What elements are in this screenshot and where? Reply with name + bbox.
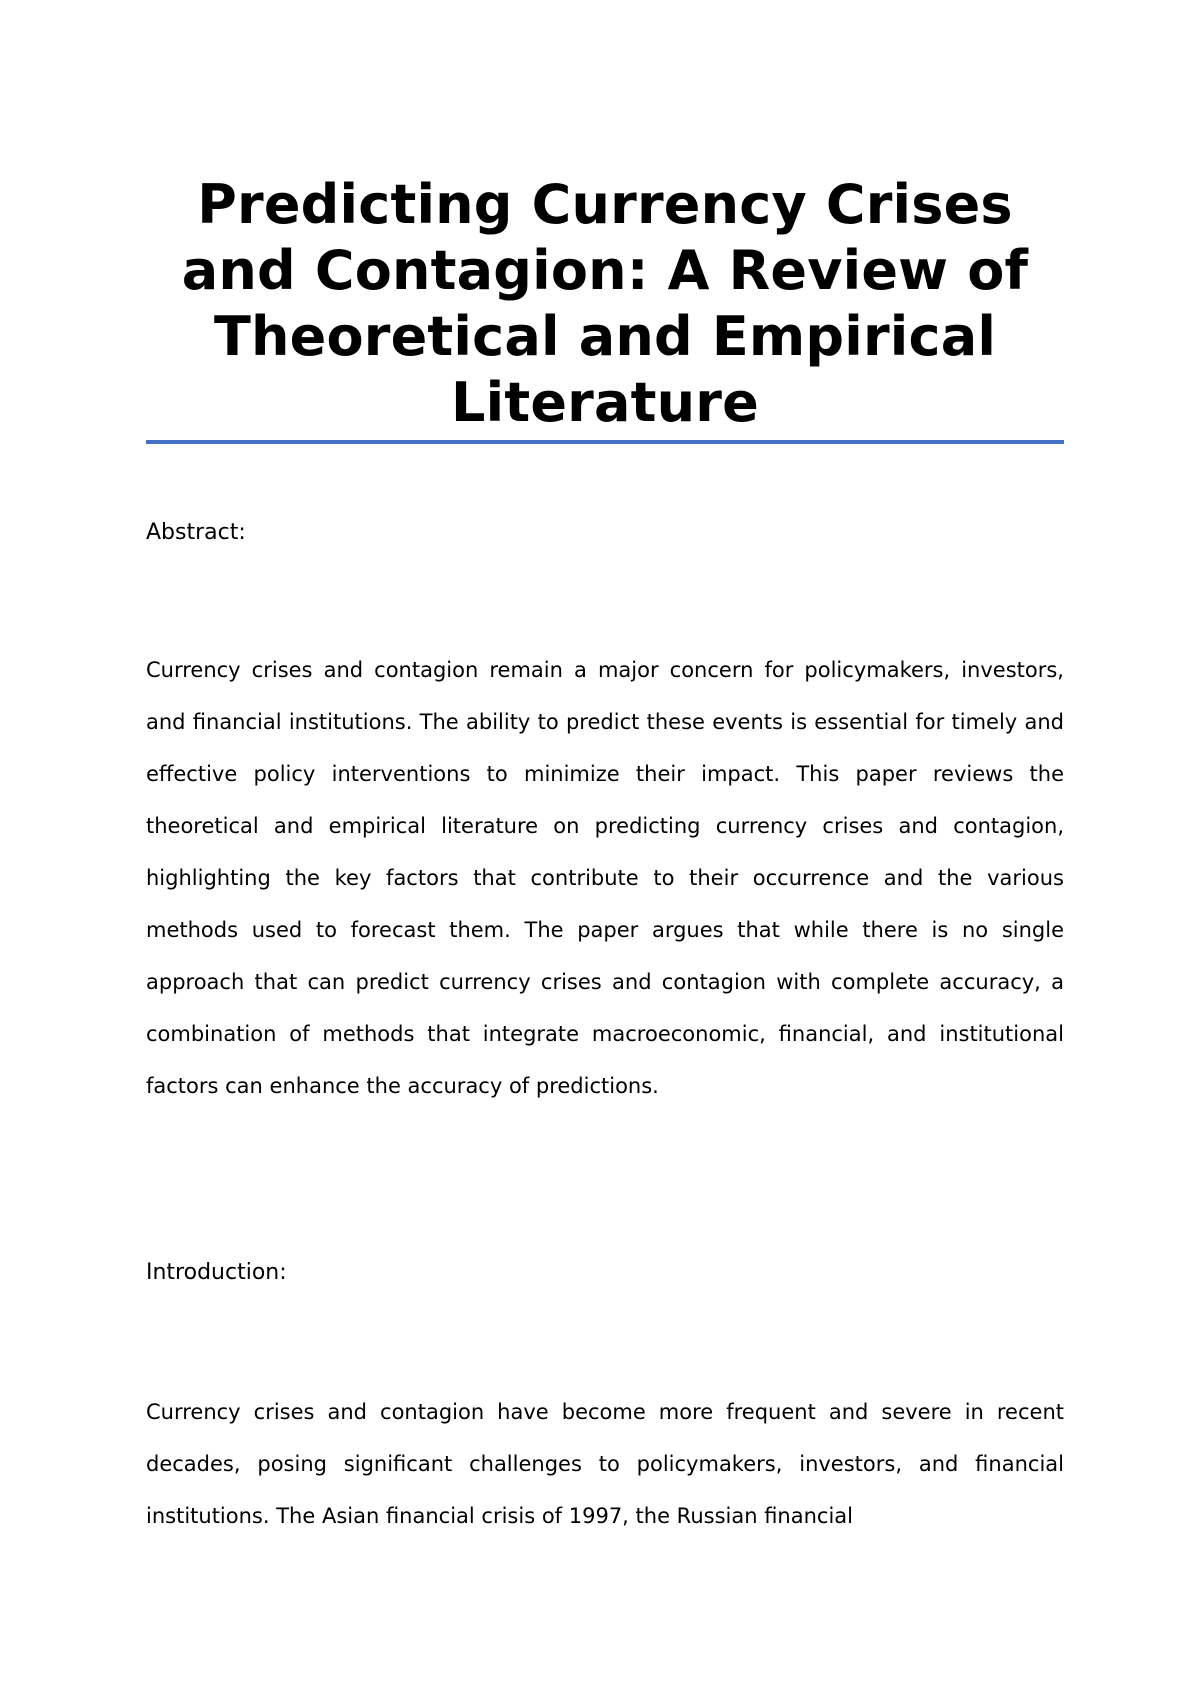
abstract-paragraph: Currency crises and contagion remain a major concern for policymakers, investors, and financial institutions. The ability to predict these events is essential for timely and effective policy interventions to minimize their impact. This paper reviews the theoretical and empirical literature on predicting currency crises and contagion, highlighting the key factors that contribute to their occurrence and the various methods used to forecast them. The paper argues that while there is no single approach that can predict currency crises and contagion with complete accuracy, a combination of methods that integrate macroeconomic, financial, and institutional factors can enhance the accuracy of predictions.: [146, 658, 1064, 1098]
title-underline-rule: [146, 440, 1064, 444]
document-page: [146, 0, 1064, 1698]
introduction-heading: Introduction:: [146, 1260, 287, 1285]
introduction-paragraph: Currency crises and contagion have become more frequent and severe in recent decades, posing significant challenges to policymakers, investors, and financial institutions. The Asian financial crisis of 1997, the Russian financial: [146, 1400, 1064, 1528]
document-title: Predicting Currency Crises and Contagion: A Review of Theoretical and Empirical Literature: [181, 173, 1029, 434]
abstract-heading: Abstract:: [146, 520, 246, 545]
